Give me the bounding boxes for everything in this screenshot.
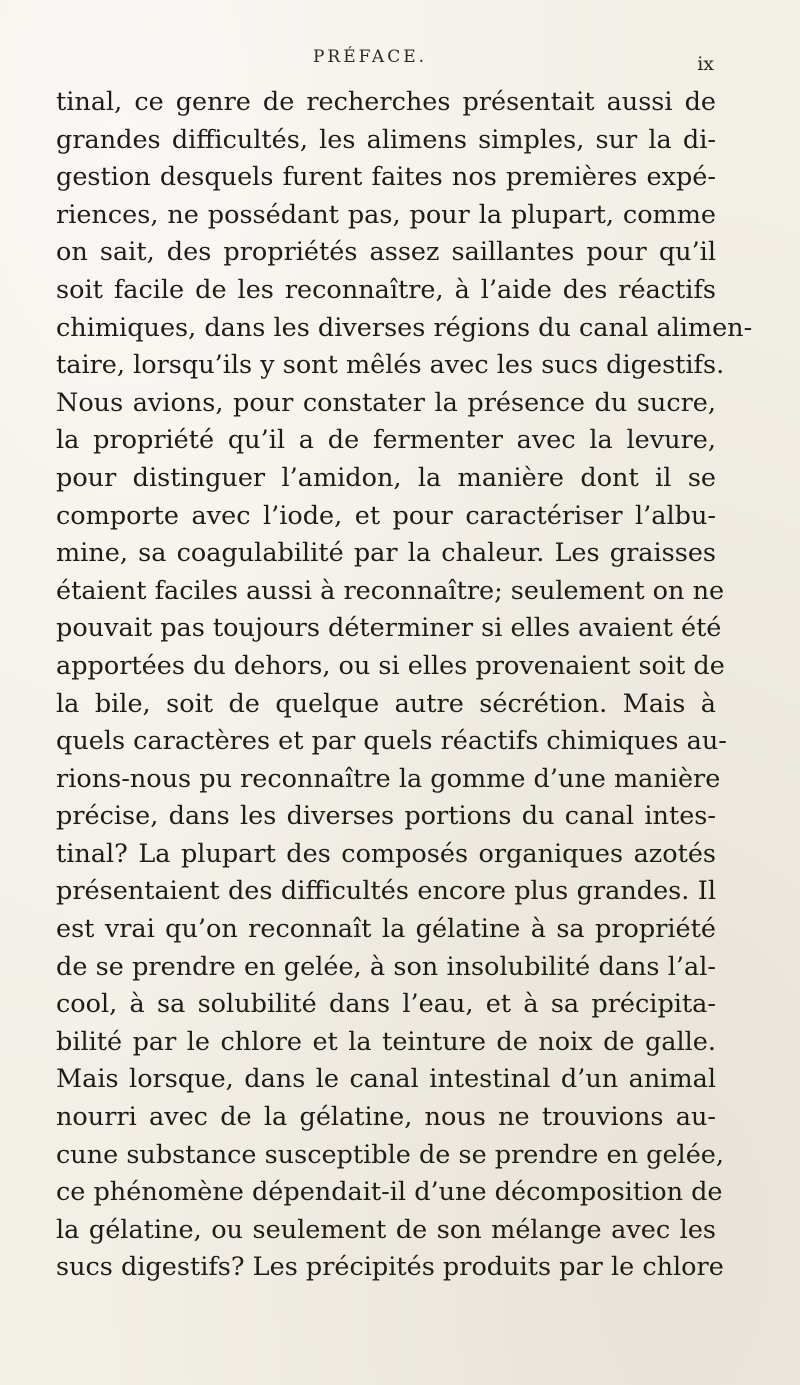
text-line: pour distinguer l’amidon, la manière dont il se xyxy=(56,462,716,493)
text-line: bilité par le chlore et la teinture de noix de galle. xyxy=(56,1026,716,1057)
text-line: cool, à sa solubilité dans l’eau, et à sa précipita- xyxy=(56,989,716,1020)
page-header xyxy=(0,45,800,81)
text-line: Mais lorsque, dans le canal intestinal d’un animal xyxy=(56,1064,716,1095)
text-line: précise, dans les diverses portions du canal intes- xyxy=(56,801,716,832)
text-line: mine, sa coagulabilité par la chaleur. Les graisses xyxy=(56,538,716,569)
text-line: Nous avions, pour constater la présence du sucre, xyxy=(56,387,716,418)
text-line: grandes difficultés, les alimens simples, sur la di- xyxy=(56,124,716,155)
text-line: la propriété qu’il a de fermenter avec la levure, xyxy=(56,425,716,456)
text-line: tinal, ce genre de recherches présentait aussi de xyxy=(56,87,716,117)
text-line: apportées du dehors, ou si elles provenaient soit de xyxy=(56,650,725,681)
text-line: taire, lorsqu’ils y sont mêlés avec les sucs digestifs. xyxy=(56,350,725,381)
text-line: cune substance susceptible de se prendre en gelée, xyxy=(56,1139,724,1170)
text-line: de se prendre en gelée, à son insolubilité dans l’al- xyxy=(56,951,716,982)
text-line: étaient faciles aussi à reconnaître; seulement on ne xyxy=(56,575,725,606)
text-line: riences, ne possédant pas, pour la plupart, comme xyxy=(56,199,716,230)
text-line: rions-nous pu reconnaître la gomme d’une manière xyxy=(56,763,721,794)
text-line: la gélatine, ou seulement de son mélange avec les xyxy=(56,1214,716,1245)
text-line: gestion desquels furent faites nos premières expé- xyxy=(56,162,716,193)
page-number: ix xyxy=(697,53,714,75)
text-line: chimiques, dans les diverses régions du canal alimen- xyxy=(56,312,753,343)
text-line: comporte avec l’iode, et pour caractériser l’albu- xyxy=(56,500,716,531)
text-line: tinal? La plupart des composés organiques azotés xyxy=(56,838,716,869)
text-line: présentaient des difficultés encore plus grandes. Il xyxy=(56,876,716,907)
running-title: PRÉFACE. xyxy=(312,47,428,67)
text-line: nourri avec de la gélatine, nous ne trouvions au- xyxy=(56,1102,716,1133)
text-line: sucs digestifs? Les précipités produits par le chlore xyxy=(56,1252,724,1283)
text-line: quels caractères et par quels réactifs chimiques au- xyxy=(56,726,727,757)
text-line: la bile, soit de quelque autre sécrétion. Mais à xyxy=(56,688,716,719)
text-line: soit facile de les reconnaître, à l’aide des réactifs xyxy=(56,274,716,305)
text-line: pouvait pas toujours déterminer si elles avaient été xyxy=(56,613,722,644)
body-text xyxy=(56,84,753,1287)
text-line: on sait, des propriétés assez saillantes pour qu’il xyxy=(56,237,716,268)
text-line: est vrai qu’on reconnaît la gélatine à sa propriété xyxy=(56,914,716,945)
text-line: ce phénomène dépendait-il d’une décomposition de xyxy=(56,1177,723,1208)
